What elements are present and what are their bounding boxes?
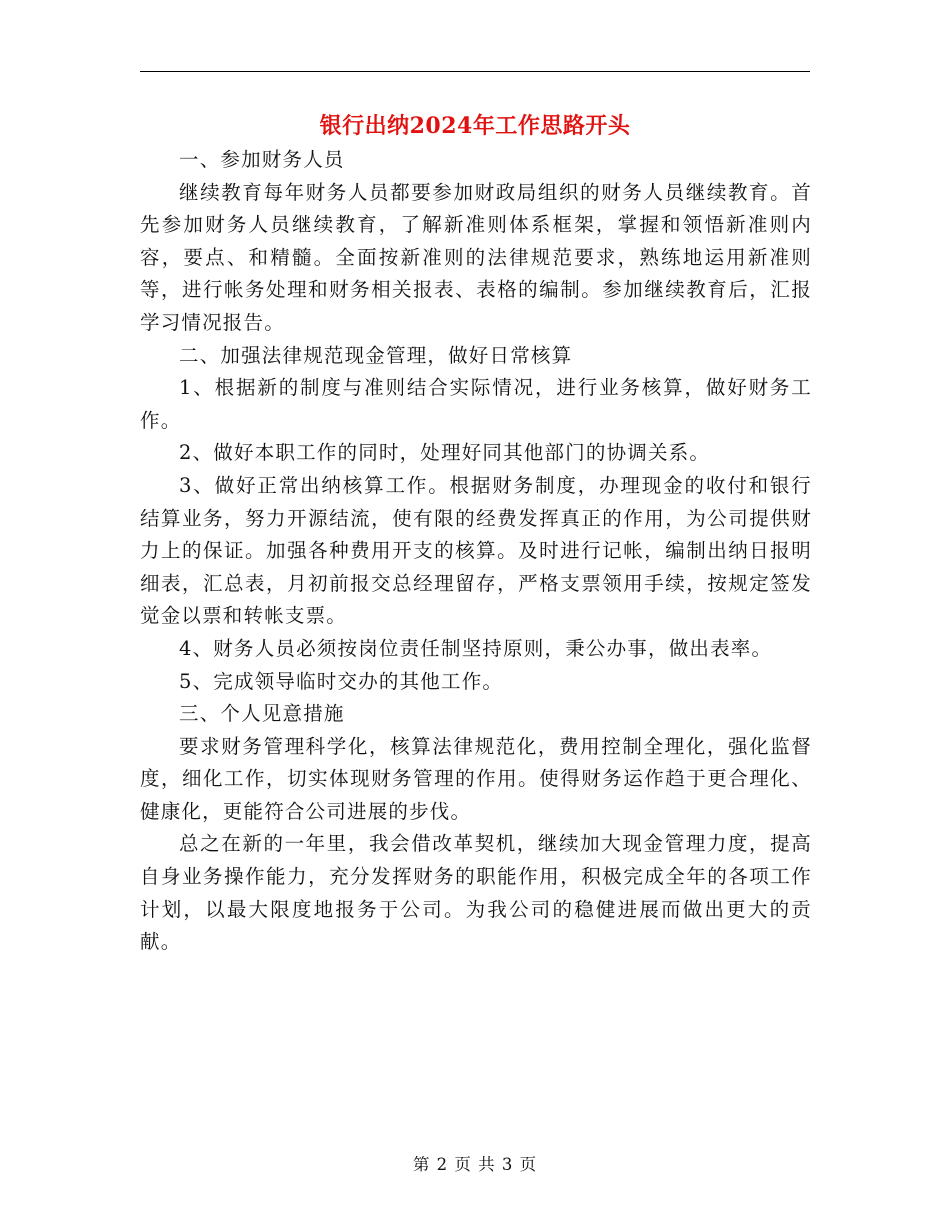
document-body xyxy=(140,144,812,959)
list-item-2: 2、做好本职工作的同时，处理好同其他部门的协调关系。 xyxy=(179,441,711,465)
document-title: 银行出纳2024年工作思路开头 xyxy=(319,113,631,139)
page-number-label: 第 2 页 共 3 页 xyxy=(412,1155,538,1174)
section-heading-3: 三、个人见意措施 xyxy=(179,702,345,726)
page-number-footer xyxy=(0,1153,950,1177)
paragraph-conclusion: 总之在新的一年里，我会借改革契机，继续加大现金管理力度，提高自身业务操作能力，充分发挥财务的职能作用，积极完成全年的各项工作计划，以最大限度地报务于公司。为我公司的稳健进展而做出更大的贡献。 xyxy=(140,832,812,954)
header-rule xyxy=(140,71,810,72)
section-heading-1: 一、参加财务人员 xyxy=(179,148,345,171)
list-item-1: 1、根据新的制度与准则结合实际情况，进行业务核算，做好财务工作。 xyxy=(140,376,812,432)
list-item-4: 4、财务人员必须按岗位责任制坚持原则，秉公办事，做出表率。 xyxy=(179,636,773,660)
section-heading-2: 二、加强法律规范现金管理，做好日常核算 xyxy=(179,343,573,367)
paragraph-measures: 要求财务管理科学化，核算法律规范化，费用控制全理化，强化监督度，细化工作，切实体现财务管理的作用。使得财务运作趋于更合理化、健康化，更能符合公司进展的步伐。 xyxy=(140,734,812,823)
list-item-3: 3、做好正常出纳核算工作。根据财务制度，办理现金的收付和银行结算业务，努力开源结流，使有限的经费发挥真正的作用，为公司提供财力上的保证。加强各种费用开支的核算。及时进行记帐，编制出纳日报明细表，汇总表，月初前报交总经理留存，严格支票领用手续，按规定签发觉金以票和转帐支票。 xyxy=(140,473,812,628)
paragraph-continuing-education: 继续教育每年财务人员都要参加财政局组织的财务人员继续教育。首先参加财务人员继续教育，了解新准则体系框架，掌握和领悟新准则内容，要点、和精髓。全面按新准则的法律规范要求，熟练地运用新准则等，进行帐务处理和财务相关报表、表格的编制。参加继续教育后，汇报学习情况报告。 xyxy=(140,180,812,334)
list-item-5: 5、完成领导临时交办的其他工作。 xyxy=(179,669,504,693)
